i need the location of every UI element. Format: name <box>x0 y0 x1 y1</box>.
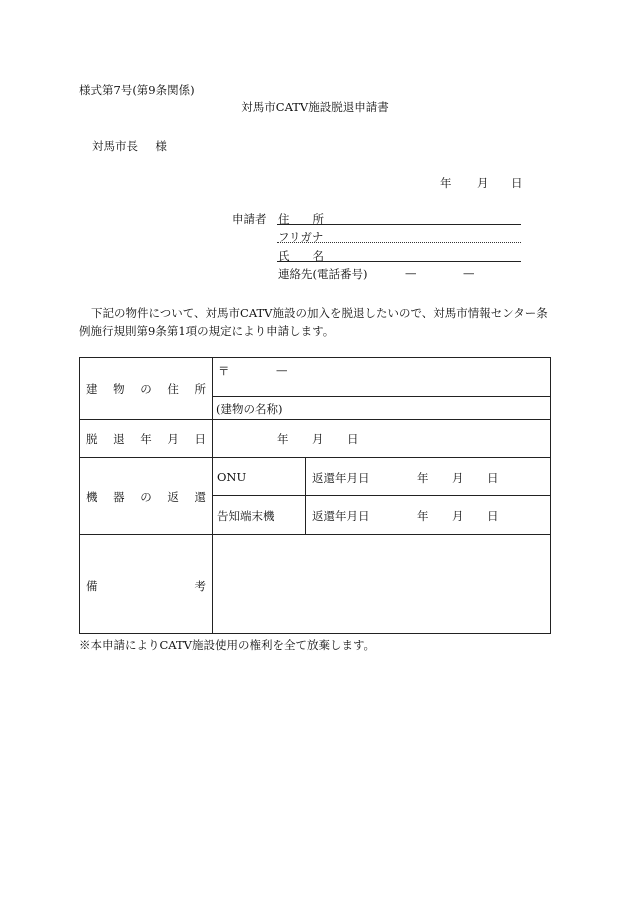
furigana-line[interactable] <box>277 242 521 243</box>
onu-return-month: 月 <box>452 471 464 485</box>
date-day-label: 日 <box>511 176 523 190</box>
onu-return-label: 返還年月日 <box>312 471 370 485</box>
device-onu: ONU <box>217 470 247 484</box>
onu-return-year: 年 <box>417 471 429 485</box>
terminal-return-label: 返還年月日 <box>312 509 370 523</box>
device-notification-terminal: 告知端末機 <box>217 509 275 523</box>
date-month-label: 月 <box>477 176 489 190</box>
address-line[interactable] <box>277 224 521 225</box>
table-row-line-2 <box>80 457 550 458</box>
body-text-line-1: 下記の物件について、対馬市CATV施設の加入を脱退したいので、対馬市情報センター条 <box>91 306 548 320</box>
withdrawal-month: 月 <box>312 432 324 446</box>
addressee-name: 対馬市長 <box>92 139 138 153</box>
form-number: 様式第7号(第9条関係) <box>79 83 195 97</box>
equipment-return-label: 機 器 の 返 還 <box>86 490 206 504</box>
postal-dash[interactable]: — <box>276 363 288 377</box>
body-text-line-2: 例施行規則第9条第1項の規定により申請します。 <box>79 324 335 338</box>
table-row-line-1 <box>80 419 550 420</box>
date-year-label: 年 <box>440 176 452 190</box>
furigana-label: フリガナ <box>278 230 324 244</box>
applicant-label: 申請者 <box>232 212 267 226</box>
table-address-inner-line <box>212 396 550 397</box>
withdrawal-date-label: 脱 退 年 月 日 <box>86 432 206 446</box>
document-title: 対馬市CATV施設脱退申請書 <box>241 100 389 114</box>
withdrawal-day: 日 <box>347 432 359 446</box>
phone-separator-1: — <box>405 266 417 280</box>
addressee <box>92 138 167 154</box>
application-table <box>79 357 551 634</box>
building-address-label: 建 物 の 住 所 <box>86 382 206 396</box>
postal-mark: 〒 <box>218 364 230 378</box>
terminal-return-day: 日 <box>487 509 499 523</box>
footnote: ※本申請によりCATV施設使用の権利を全て放棄します。 <box>79 638 376 652</box>
onu-return-day: 日 <box>487 471 499 485</box>
terminal-return-month: 月 <box>452 509 464 523</box>
phone-separator-2: — <box>463 266 475 280</box>
building-name-label: (建物の名称) <box>216 402 283 416</box>
name-label: 氏 名 <box>278 249 324 263</box>
table-equipment-inner-line <box>212 495 550 496</box>
terminal-return-year: 年 <box>417 509 429 523</box>
remarks-label: 備 考 <box>86 579 206 593</box>
remarks-field[interactable] <box>213 535 550 633</box>
contact-label: 連絡先(電話番号) <box>278 267 368 281</box>
table-equipment-divider <box>305 457 306 534</box>
name-line[interactable] <box>277 261 521 262</box>
withdrawal-year: 年 <box>277 432 289 446</box>
addressee-honorific: 様 <box>155 139 167 153</box>
address-label: 住 所 <box>278 212 324 226</box>
